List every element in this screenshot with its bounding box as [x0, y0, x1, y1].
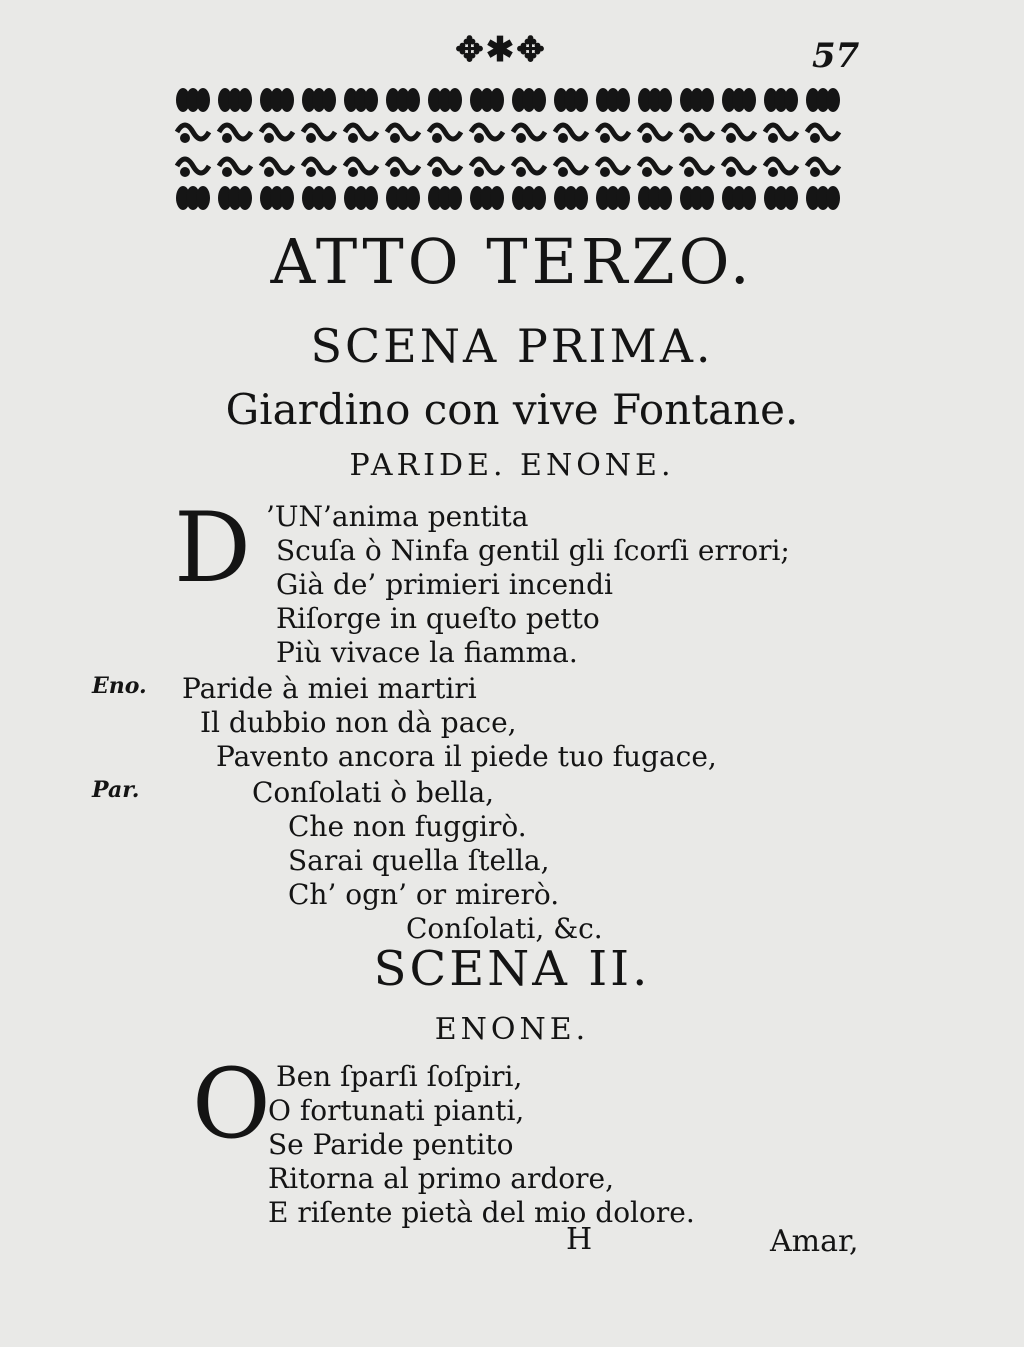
headpiece-motif	[638, 88, 672, 112]
headpiece-motif	[554, 186, 588, 210]
headpiece-motif	[470, 88, 504, 112]
headpiece-motif	[470, 186, 504, 210]
drop-cap-initial: O	[192, 1048, 271, 1160]
scene-title: SCENA PRIMA.	[310, 319, 714, 373]
headpiece-motif	[260, 186, 294, 210]
headpiece-motif	[722, 88, 756, 112]
headpiece-motif	[807, 159, 839, 177]
headpiece-motif	[597, 159, 629, 177]
headpiece-motif	[555, 159, 587, 177]
headpiece-motif	[513, 125, 545, 143]
verse-line: Il dubbio non dà pace,	[200, 706, 517, 739]
headpiece-motif	[681, 125, 713, 143]
verse-line: Pavento ancora il piede tuo fugace,	[216, 740, 717, 773]
act-title: ATTO TERZO.	[270, 225, 754, 298]
headpiece-motif	[429, 159, 461, 177]
headpiece-motif	[680, 186, 714, 210]
verse-line: Se Paride pentito	[268, 1128, 514, 1161]
headpiece-motif	[219, 125, 251, 143]
headpiece-motif	[765, 159, 797, 177]
speaker-label: Eno.	[92, 673, 147, 699]
headpiece-motif	[344, 88, 378, 112]
scene-two-title: SCENA II.	[373, 941, 651, 997]
character-list: PARIDE. ENONE.	[349, 448, 675, 483]
headpiece-motif	[512, 186, 546, 210]
headpiece-motif	[218, 186, 252, 210]
headpiece-motif	[344, 186, 378, 210]
headpiece-motif	[723, 159, 755, 177]
verse-line: Ritorna al primo ardore,	[268, 1162, 614, 1195]
headpiece-motif	[554, 88, 588, 112]
headpiece-motif	[219, 159, 251, 177]
headpiece-motif	[764, 186, 798, 210]
verse-line: Conſolati, &c.	[406, 912, 603, 945]
headpiece-motif	[302, 88, 336, 112]
headpiece-motif	[261, 159, 293, 177]
headpiece-motif	[345, 125, 377, 143]
headpiece-motif	[387, 125, 419, 143]
top-ornament: ✥✱✥	[455, 30, 547, 70]
headpiece-motif	[555, 125, 587, 143]
verse-line: Più vivace la fiamma.	[276, 636, 578, 669]
headpiece-motif	[428, 88, 462, 112]
catchword: Amar,	[770, 1224, 859, 1259]
headpiece-motif	[723, 125, 755, 143]
headpiece-motif	[806, 88, 840, 112]
headpiece-motif	[302, 186, 336, 210]
headpiece-motif	[218, 88, 252, 112]
headpiece-motif	[177, 125, 209, 143]
verse-line: O fortunati pianti,	[268, 1094, 525, 1127]
signature-mark: H	[566, 1222, 593, 1257]
scene-setting: Giardino con vive Fontane.	[225, 385, 799, 434]
verse-line: Paride à miei martiri	[182, 672, 477, 705]
headpiece-motif	[303, 159, 335, 177]
verse-line: Che non fuggirò.	[288, 810, 527, 843]
verse-line: E riſente pietà del mio dolore.	[268, 1196, 695, 1229]
headpiece-motif	[303, 125, 335, 143]
headpiece-motif	[345, 159, 377, 177]
verse-line: Riſorge in queſto petto	[276, 602, 600, 635]
verse-line: Conſolati ò bella,	[252, 776, 495, 809]
headpiece-motif	[261, 125, 293, 143]
headpiece-motif	[176, 186, 210, 210]
verse-line: ’UN’anima pentita	[266, 500, 529, 533]
headpiece-motif	[681, 159, 713, 177]
headpiece-motif	[596, 88, 630, 112]
headpiece-motif	[471, 125, 503, 143]
headpiece-motif	[639, 125, 671, 143]
headpiece-motif	[260, 88, 294, 112]
headpiece-motif	[176, 88, 210, 112]
speaker-label: Par.	[92, 777, 140, 803]
headpiece-motif	[428, 186, 462, 210]
headpiece-motif	[597, 125, 629, 143]
verse-line: Già de’ primieri incendi	[276, 568, 613, 601]
headpiece-motif	[512, 88, 546, 112]
headpiece-motif	[513, 159, 545, 177]
headpiece-motif	[764, 88, 798, 112]
page-number: 57	[812, 36, 860, 76]
verse-line: Ben ſparſi ſoſpiri,	[276, 1060, 523, 1093]
headpiece-motif	[806, 186, 840, 210]
headpiece-motif	[722, 186, 756, 210]
verse-line: Ch’ ogn’ or mirerò.	[288, 878, 560, 911]
scene-two-character: ENONE.	[434, 1012, 590, 1047]
headpiece-motif	[386, 186, 420, 210]
headpiece-motif	[429, 125, 461, 143]
verse-line: Sarai quella ſtella,	[288, 844, 550, 877]
headpiece-motif	[765, 125, 797, 143]
headpiece-motif	[680, 88, 714, 112]
headpiece-motif	[471, 159, 503, 177]
verse-line: Scuſa ò Ninfa gentil gli ſcorſi errori;	[276, 534, 790, 567]
headpiece-motif	[177, 159, 209, 177]
headpiece-motif	[596, 186, 630, 210]
headpiece-motif	[386, 88, 420, 112]
headpiece-motif	[387, 159, 419, 177]
drop-cap-initial: D	[174, 492, 251, 604]
headpiece-motif	[639, 159, 671, 177]
headpiece-motif	[638, 186, 672, 210]
headpiece-motif	[807, 125, 839, 143]
headpiece-ornament-band	[172, 84, 844, 214]
